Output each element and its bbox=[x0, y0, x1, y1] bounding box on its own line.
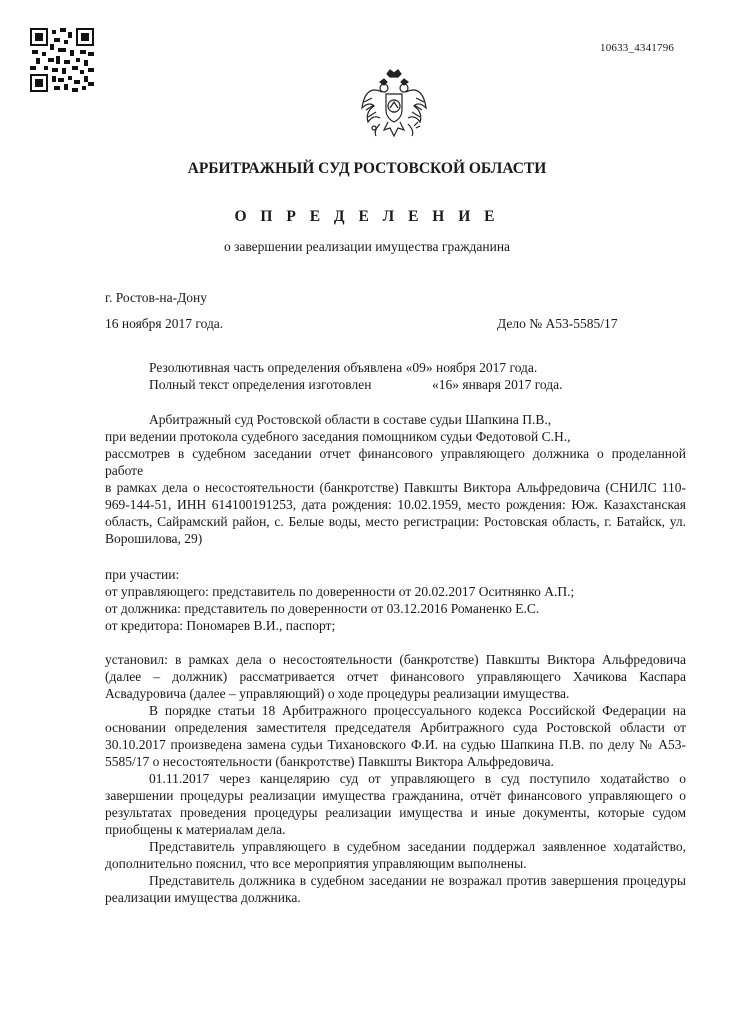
full-text-label: Полный текст определения изготовлен bbox=[149, 377, 372, 392]
body-paragraph-judge-replacement: В порядке статьи 18 Арбитражного процессуального кодекса Российской Федерации на основании определения заместителя председателя Арбитражного суда Ростовской области от 30.10.2017 произведена замена судьи Тихановского Ф.И. на судью Шапкина П.В. по делу № А53-5585/17 о несостоятельности (банкротстве) Павкшты Виктора Альфредовича. bbox=[105, 703, 686, 769]
document-date: 16 ноября 2017 года. bbox=[105, 316, 224, 331]
case-text: в рамках дела о несостоятельности (банкротстве) Павкшты Виктора Альфредовича (СНИЛС 110-969-144-51, ИНН 614100191253, дата рождения: 10.02.1959, место рождения: Юж. Казахстанская область, Сайрамский район, с. Белые воды, место регистрации: Ростовская область, г. Батайск, ул. Ворошилова, 29) bbox=[105, 480, 686, 546]
body-paragraph-established: установил: в рамках дела о несостоятельности (банкротстве) Павкшты Виктора Альфредовича (далее – должник) рассматривается отчет финансового управляющего Хачикова Каспара Асвадуровича (далее – управляющий) о ходе процедуры реализации имущества. bbox=[105, 652, 686, 701]
russian-coat-of-arms-icon bbox=[360, 68, 428, 140]
participant-item: от кредитора: Пономарев В.И., паспорт; bbox=[105, 618, 336, 633]
considered-text: рассмотрев в судебном заседании отчет финансового управляющего должника о проделанной работе bbox=[105, 446, 686, 478]
body-paragraph-manager-representative: Представитель управляющего в судебном заседании поддержал заявленное ходатайство, дополнительно пояснил, что все мероприятия управляющим выполнены. bbox=[105, 839, 686, 871]
body-paragraph-debtor-representative: Представитель должника в судебном заседании не возражал против завершения процедуры реализации имущества должника. bbox=[105, 873, 686, 905]
considered-paragraph bbox=[105, 445, 686, 479]
protocol-line: при ведении протокола судебного заседания помощником судьи Федотовой С.Н., bbox=[105, 429, 571, 444]
city: г. Ростов-на-Дону bbox=[105, 290, 208, 305]
full-text-date: «16» января 2017 года. bbox=[432, 377, 563, 392]
document-subject: о завершении реализации имущества гражданина bbox=[223, 239, 511, 254]
participants-heading: при участии: bbox=[105, 567, 180, 582]
document-type-title: О П Р Е Д Е Л Е Н И Е bbox=[234, 208, 500, 225]
participant-item: от должника: представитель по доверенности от 03.12.2016 Романенко Е.С. bbox=[105, 601, 540, 616]
document-id: 10633_4341796 bbox=[600, 42, 675, 54]
body-paragraph-motion: 01.11.2017 через канцелярию суд от управляющего в суд поступило ходатайство о завершении процедуры реализации имущества гражданина, отчёт финансового управляющего о результатах проведения процедуры реализации имущества и иные документы, которые судом приобщены к материалам дела. bbox=[105, 771, 686, 837]
body-text bbox=[105, 651, 686, 906]
court-name: АРБИТРАЖНЫЙ СУД РОСТОВСКОЙ ОБЛАСТИ bbox=[187, 160, 547, 177]
case-paragraph bbox=[105, 479, 686, 547]
court-composition: Арбитражный суд Ростовской области в составе судьи Шапкина П.В., bbox=[149, 412, 552, 427]
qr-code-icon bbox=[30, 28, 94, 92]
case-number: Дело № А53-5585/17 bbox=[497, 316, 618, 331]
announcement-line: Резолютивная часть определения объявлена «09» ноября 2017 года. bbox=[149, 360, 538, 375]
participant-item: от управляющего: представитель по доверенности от 20.02.2017 Оситнянко А.П.; bbox=[105, 584, 575, 599]
